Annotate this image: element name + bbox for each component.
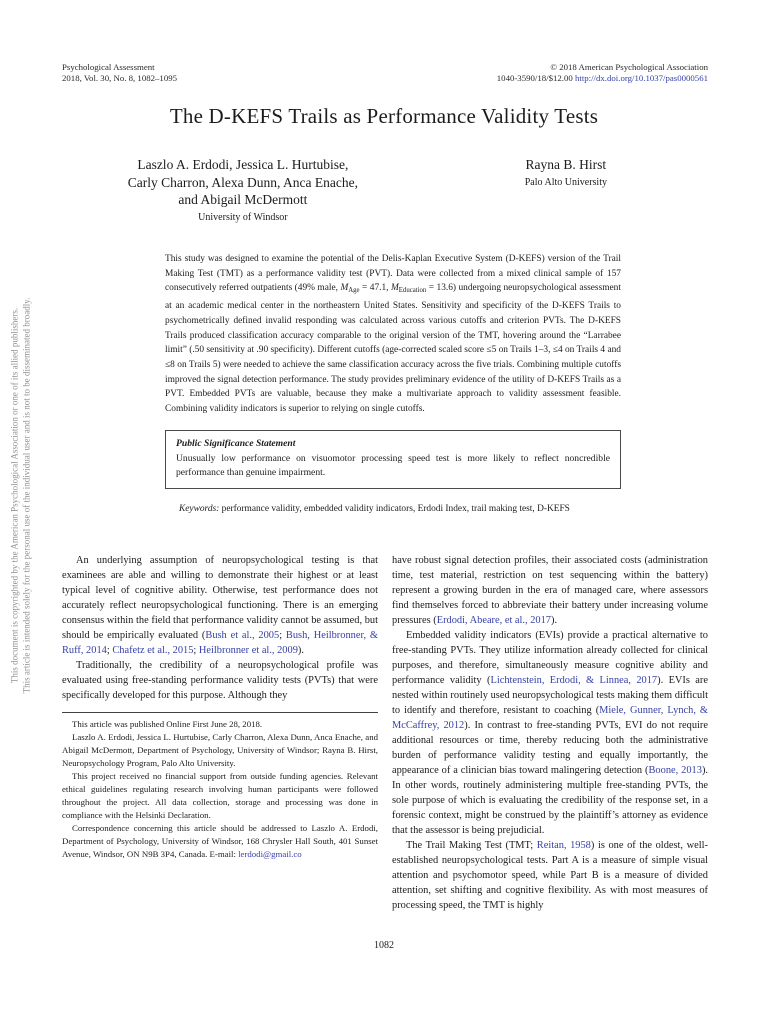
citation-link[interactable]: Lichtenstein, Erdodi, & Linnea, 2017 xyxy=(490,675,658,686)
citation-link[interactable]: Miele, Gunner, Lynch, & McCaffrey, 2012 xyxy=(392,705,708,731)
journal-header xyxy=(62,62,708,84)
text-segment: Education xyxy=(398,287,427,295)
body-column-right xyxy=(392,553,708,913)
margin-copyright-notice xyxy=(10,246,33,746)
abstract-section xyxy=(165,252,621,516)
doi-link[interactable]: http://dx.doi.org/10.1037/pas0000561 xyxy=(574,73,708,83)
article-body xyxy=(62,553,708,913)
text-segment: This project received no financial support from outside funding agencies. Relevant ethical guidelines regulating research involving human participants were followed throughout the project. All data collection, storage and processing was done in compliance with the Helsinki Declaration. xyxy=(62,771,378,820)
author-group-2 xyxy=(424,156,708,223)
text-segment: Correspondence concerning this article should be addressed to Laszlo A. Erdodi, Department of Psychology, University of Windsor, 168 Chrysler Hall South, 401 Sunset Avenue, Windsor, ON N9B 3P4, Canada. E-mail: xyxy=(62,823,378,859)
page-title: The D-KEFS Trails as Performance Validity Tests xyxy=(169,104,599,128)
author-affiliation-2: Palo Alto University xyxy=(524,176,607,188)
journal-header-right xyxy=(497,62,708,84)
public-significance-box xyxy=(165,430,621,490)
body-paragraph xyxy=(62,658,378,703)
text-segment: ; xyxy=(279,630,286,641)
footnotes xyxy=(62,718,378,861)
abstract-text xyxy=(165,252,621,417)
journal-issue: 2018, Vol. 30, No. 8, 1082–1095 xyxy=(62,73,178,83)
page-number: 1082 xyxy=(374,940,394,951)
footnote-paragraph xyxy=(62,770,378,822)
author-names-2: Rayna B. Hirst xyxy=(525,157,607,172)
body-paragraph xyxy=(392,838,708,913)
citation-link[interactable]: lerdodi@gmail.co xyxy=(238,849,302,859)
journal-header-left xyxy=(62,62,177,84)
author-group-1 xyxy=(62,156,424,223)
text-segment: ; xyxy=(106,645,113,656)
text-segment: ). EVIs are nested within routinely used neuropsychological tests making them difficult to identify and therefore, resistant to coaching ( xyxy=(392,675,708,716)
text-segment: ) is one of the oldest, well-established neuropsychological tests. Part A is a measure of simple visual attention and psychomotor speed, while Part B is a measure of divided attention, set shifting and cognitive flexibility. As with most measures of processing speed, the TMT is highly xyxy=(392,840,708,911)
text-segment: ; xyxy=(193,645,199,656)
keywords-label: Keywords: xyxy=(179,504,220,515)
text-segment: Laszlo A. Erdodi, Jessica L. Hurtubise, Carly Charron, Alexa Dunn, Anca Enache, and Abigail McDermott, Department of Psychology, University of Windsor; Rayna B. Hirst, Neuropsychology Program, Palo Alto University. xyxy=(62,732,378,768)
author-line: and Abigail McDermott xyxy=(178,192,308,207)
citation-link[interactable]: Reitan, 1958 xyxy=(536,840,591,851)
citation-link[interactable]: Erdodi, Abeare, et al., 2017 xyxy=(436,615,551,626)
body-paragraph xyxy=(392,553,708,628)
footnote-paragraph xyxy=(62,731,378,770)
text-segment: = 47.1, xyxy=(359,283,391,294)
body-paragraph xyxy=(62,553,378,658)
author-affiliation-1: University of Windsor xyxy=(198,211,288,223)
text-segment: M xyxy=(390,283,399,294)
text-segment: ). In other words, routinely administering multiple free-standing PVTs, the sole purpose of which is evaluating the credibility of the response set, in a forensic context, might be construed by the plaintiff’s attorney as evidence that the assessor is being prejudicial. xyxy=(392,765,708,836)
text-segment: have robust signal detection profiles, their associated costs (administration time, test material, restriction on test sequencing within the battery) represent a growing burden in the era of managed care, where assessors find themselves forced to abbreviate their battery under increasing volume pressures ( xyxy=(392,555,708,626)
text-segment: Age xyxy=(348,287,360,295)
footnote-divider xyxy=(62,712,378,713)
body-paragraph xyxy=(392,628,708,838)
text-segment: ). xyxy=(297,645,304,656)
author-block xyxy=(62,156,708,223)
body-column-left xyxy=(62,553,378,913)
keywords-line xyxy=(165,503,621,516)
keywords-text: performance validity, embedded validity indicators, Erdodi Index, trail making test, D-KEFS xyxy=(219,504,570,515)
author-line: Carly Charron, Alexa Dunn, Anca Enache, xyxy=(127,174,358,190)
citation-link[interactable]: Bush et al., 2005 xyxy=(205,630,280,641)
text-segment: M xyxy=(340,283,349,294)
text-segment: This article was published Online First June 28, 2018. xyxy=(72,719,263,729)
public-significance-body: Unusually low performance on visuomotor processing speed test is more likely to reflect noncredible performance than genuine impairment. xyxy=(176,452,610,478)
journal-copyright: © 2018 American Psychological Association xyxy=(550,62,708,72)
public-significance-title: Public Significance Statement xyxy=(176,437,296,449)
margin-copyright-line-2: This article is intended solely for the personal use of the individual user and is not to be disseminated broadly. xyxy=(21,297,31,694)
journal-fee-doi xyxy=(497,73,708,84)
text-segment: Traditionally, the credibility of a neuropsychological profile was evaluated using free-standing performance validity tests (PVTs) that were specifically developed for this purpose. Although they xyxy=(62,660,378,701)
text-segment: = 13.6) undergoing neuropsychological assessment at an academic medical center in the northeastern United States. Sensitivity and specificity of the D-KEFS Trails to psychometrically defined invalid responding was calculated across various cutoffs and criterion PVTs. The D-KEFS Trails produced classification accuracy comparable to the original version of the TMT, hovering around the “Larrabee limit” (.50 sensitivity at .90 specificity). Different cutoffs (age-corrected scaled score ≤5 on Trails 1–3, ≤4 on Trails 4 and ≤8 on Trails 5) were needed to achieve the same classification accuracy across the five trials. Combining multiple cutoffs improved the signal detection performance. The study provides preliminary evidence of the utility of D-KEFS Trails as a PVT. Embedded PVTs are valuable, because they make a multivariate approach to validity assessment feasible. Combining validity indicators is superior to relying on single cutoffs. xyxy=(165,283,621,415)
margin-copyright-line-1: This document is copyrighted by the American Psychological Association or one of its allied publishers. xyxy=(9,307,20,684)
footnote-paragraph xyxy=(62,718,378,731)
citation-link[interactable]: Heilbronner et al., 2009 xyxy=(198,645,298,656)
text-segment: The Trail Making Test (TMT; xyxy=(406,840,537,851)
journal-name: Psychological Assessment xyxy=(62,62,155,72)
journal-fee: 1040-3590/18/$12.00 xyxy=(496,73,573,83)
text-segment: This study was designed to examine the potential of the Delis-Kaplan Executive System (D-KEFS) version of the Trail Making Test (TMT) as a performance validity test (PVT). Data were collected from a mixed clinical sample of 157 consecutively referred outpatients (49% male, xyxy=(165,254,621,294)
footnote-paragraph xyxy=(62,822,378,861)
text-segment: ). In contrast to free-standing PVTs, EVI do not require additional resources or time, thereby reducing both the administrative burden of performance validity testing and equally importantly, the appearance of a clinician bias toward malingering detection ( xyxy=(392,720,708,776)
text-segment: An underlying assumption of neuropsychological testing is that examinees are able and willing to demonstrate their highest or at least typical level of cognitive ability. Otherwise, test performance does not accurately reflect neuropsychological functioning. There is an emerging consensus within the field that performance validity cannot be assumed, but should be empirically evaluated ( xyxy=(62,555,378,641)
author-line: Laszlo A. Erdodi, Jessica L. Hurtubise, xyxy=(137,157,349,172)
citation-link[interactable]: Boone, 2013 xyxy=(648,765,702,776)
citation-link[interactable]: Bush, Heilbronner, & Ruff, 2014 xyxy=(62,630,378,656)
text-segment: ). xyxy=(551,615,558,626)
text-segment: Embedded validity indicators (EVIs) provide a practical alternative to free-standing PVTs. They utilize information already collected for clinical purposes, and therefore, simultaneously measure cognitive ability and performance validity ( xyxy=(392,630,708,686)
author-names-1 xyxy=(62,156,424,209)
citation-link[interactable]: Chafetz et al., 2015 xyxy=(112,645,194,656)
